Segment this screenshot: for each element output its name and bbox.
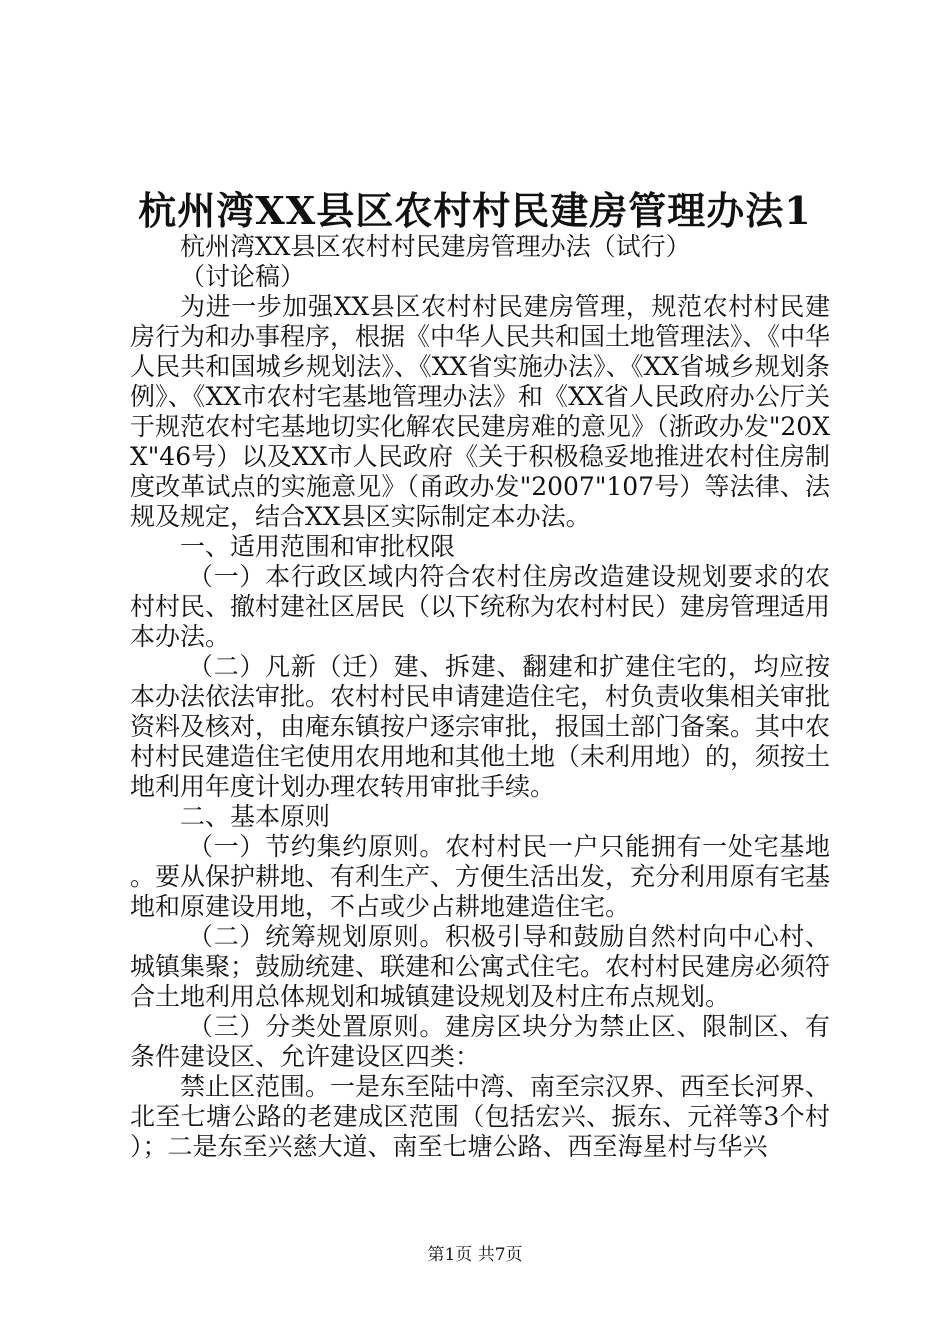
section-heading-principles: 二、基本原则 [180, 802, 331, 831]
document-body [130, 232, 830, 1162]
principle-3-paragraph: （三）分类处置原则。建房区块分为禁止区、限制区、有条件建设区、允许建设区四类： [130, 1012, 830, 1071]
principle-2-paragraph: （二）统筹规划原则。积极引导和鼓励自然村向中心村、城镇集聚；鼓励统建、联建和公寓式住宅。农村村民建房必须符合土地利用总体规划和城镇建设规划及村庄布点规划。 [130, 922, 831, 1011]
principle-1-paragraph: （一）节约集约原则。农村村民一户只能拥有一处宅基地。要从保护耕地、有利生产、方便生活出发，充分利用原有宅基地和原建设用地，不占或少占耕地建造住宅。 [130, 832, 831, 921]
draft-note-paragraph: （讨论稿） [180, 262, 306, 291]
document-title: 杭州湾XX县区农村村民建房管理办法1 [138, 188, 812, 233]
scope-item-2-paragraph: （二）凡新（迁）建、拆建、翻建和扩建住宅的，均应按本办法依法审批。农村村民申请建造住宅，村负责收集相关审批资料及核对，由庵东镇按户逐宗审批，报国土部门备案。其中农村村民建造住宅使用农用地和其他土地（未利用地）的，须按土地利用年度计划办理农转用审批手续。 [130, 652, 831, 801]
section-heading-scope: 一、适用范围和审批权限 [180, 532, 456, 561]
scope-item-1-paragraph: （一）本行政区域内符合农村住房改造建设规划要求的农村村民、撤村建社区居民（以下统称为农村村民）建房管理适用本办法。 [130, 562, 831, 651]
preamble-paragraph: 为进一步加强XX县区农村村民建房管理，规范农村村民建房行为和办事程序，根据《中华人民共和国土地管理法》、《中华人民共和国城乡规划法》、《XX省实施办法》、《XX省城乡规划条例》、《XX市农村宅基地管理办法》和《XX省人民政府办公厅关于规范农村宅基地切实化解农民建房难的意见》（浙政办发"20XX"46号）以及XX市人民政府《关于积极稳妥地推进农村住房制度改革试点的实施意见》（甬政办发"2007"107号）等法律、法规及规定，结合XX县区实际制定本办法。 [130, 292, 831, 531]
page-footer: 第1页 共7页 [427, 1245, 523, 1265]
prohibited-zone-paragraph: 禁止区范围。一是东至陆中湾、南至宗汉界、西至长河界、北至七塘公路的老建成区范围（包括宏兴、振东、元祥等3个村）；二是东至兴慈大道、南至七塘公路、西至海星村与华兴 [130, 1072, 831, 1161]
subtitle-paragraph: 杭州湾XX县区农村村民建房管理办法（试行） [180, 232, 691, 261]
